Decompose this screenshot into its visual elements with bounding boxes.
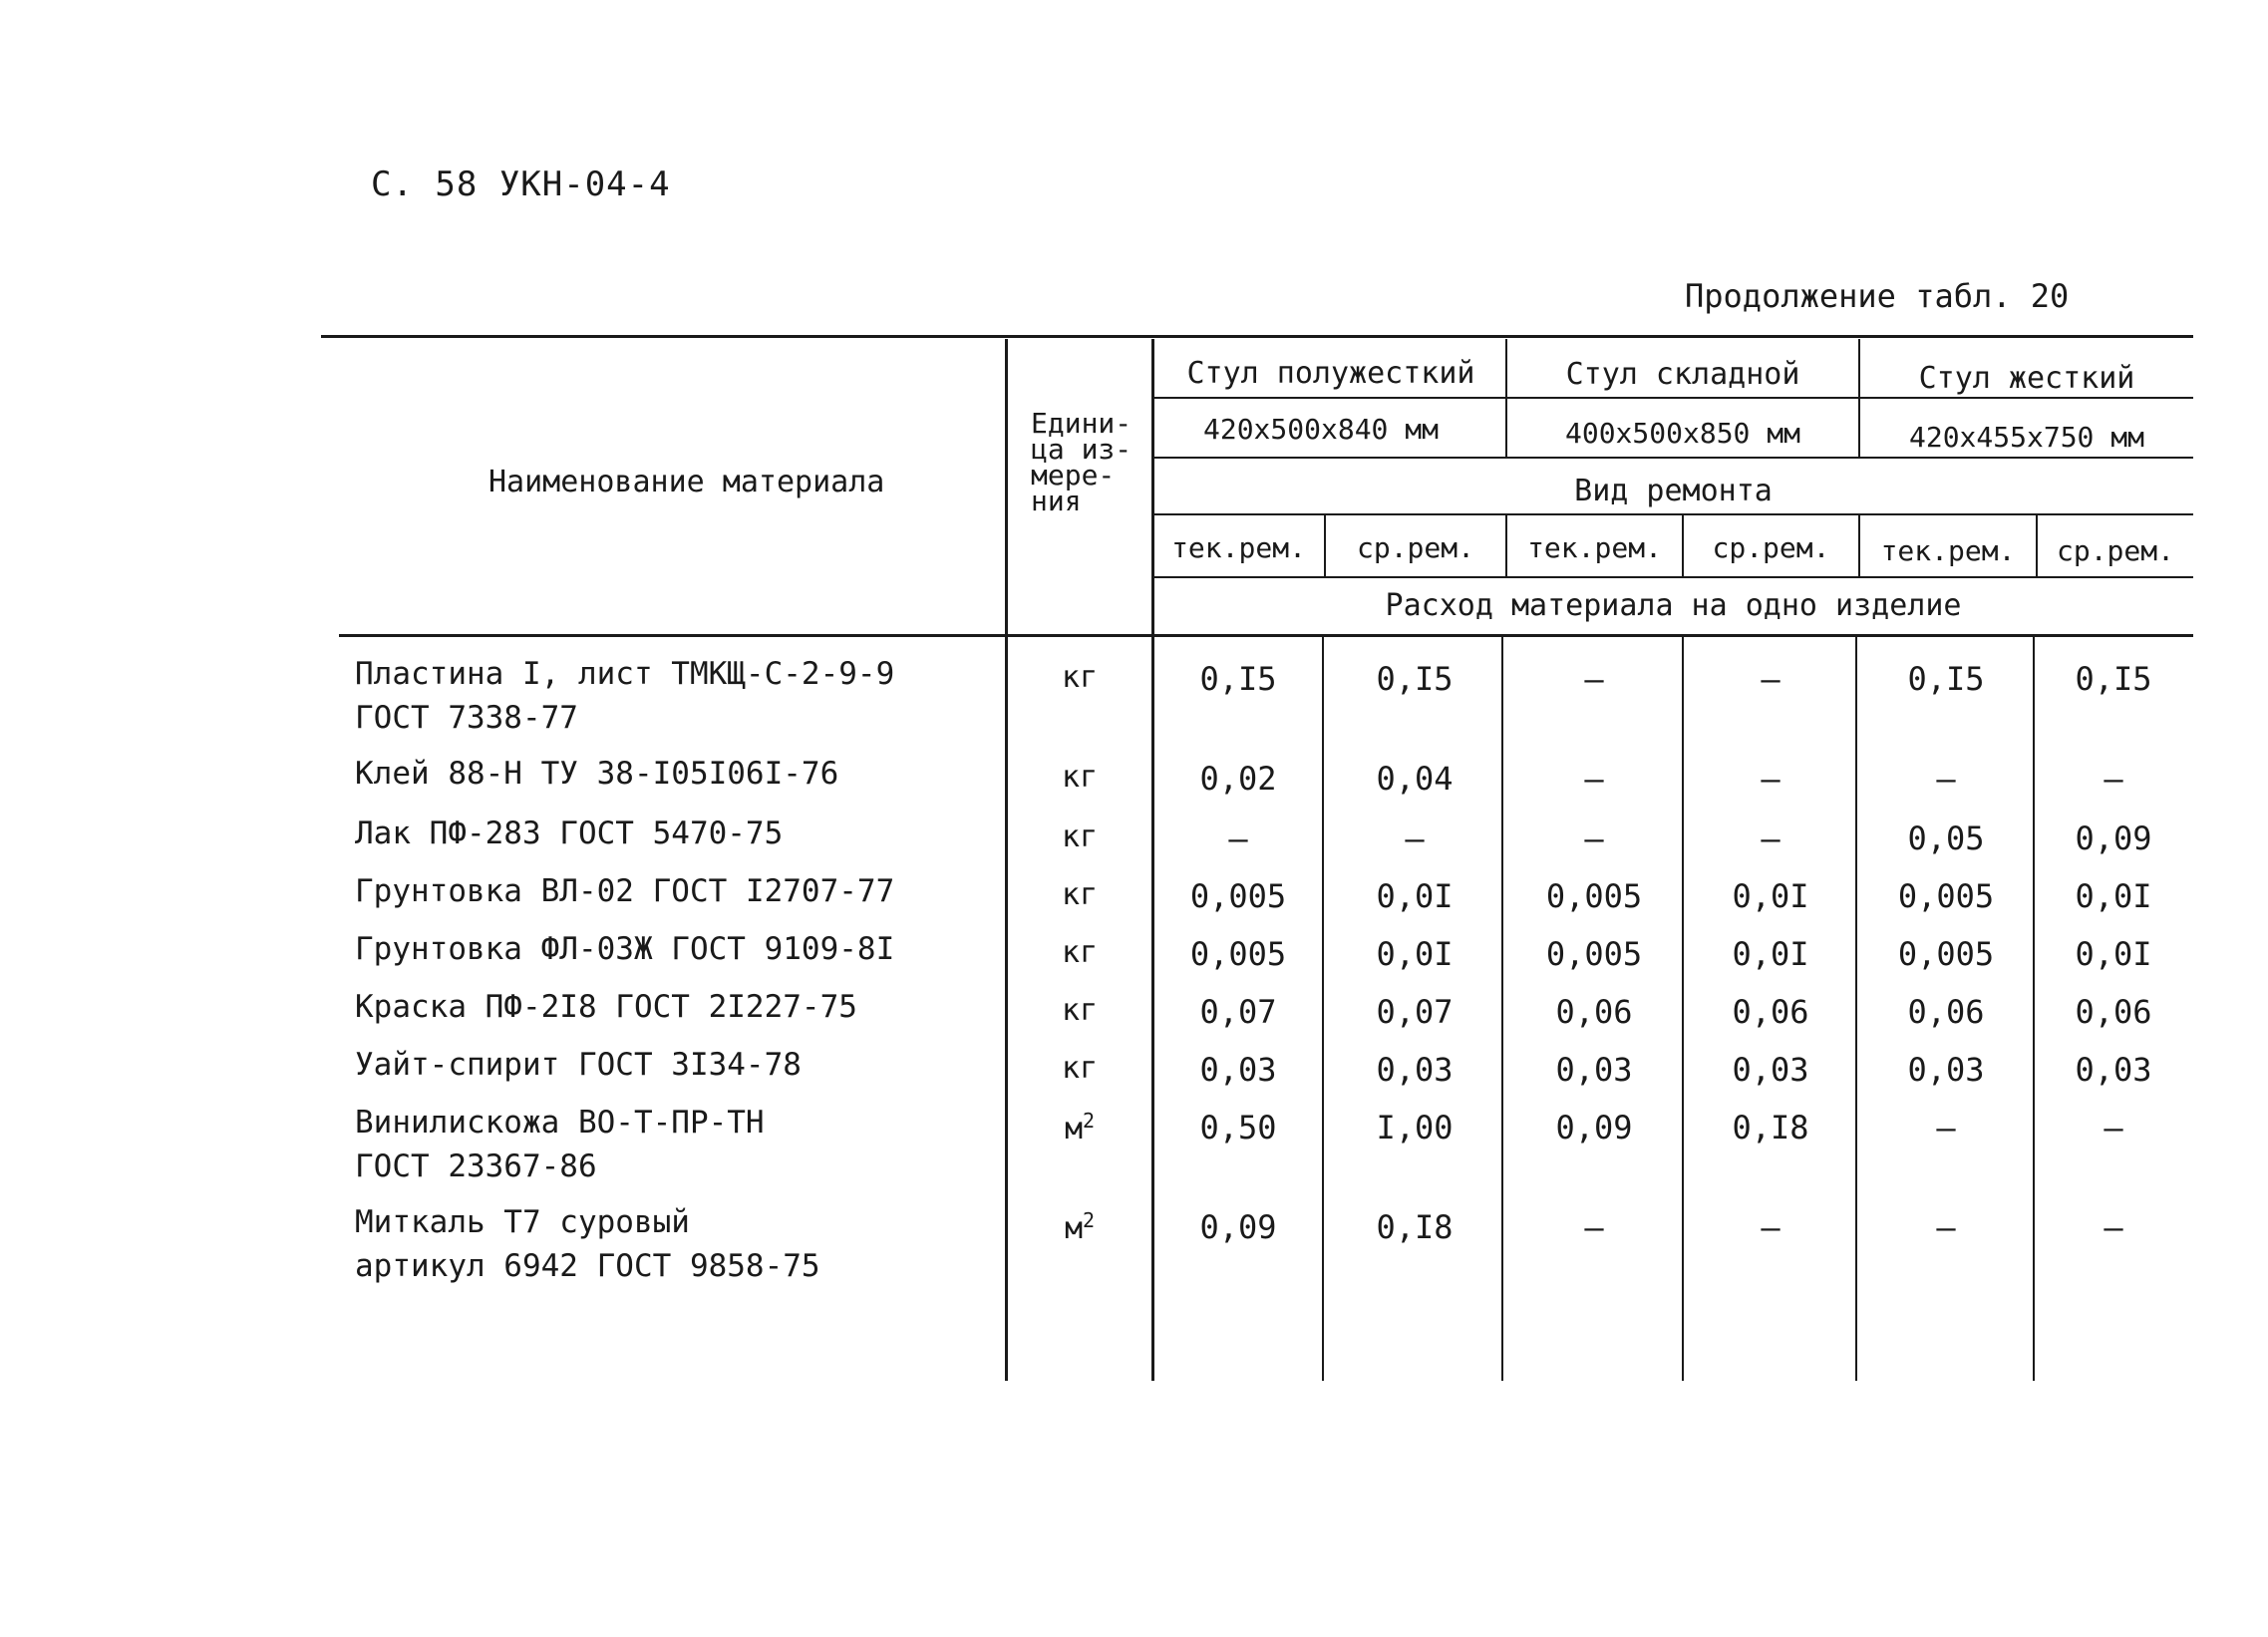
value-cell: – bbox=[1761, 760, 1781, 798]
material-column-header: Наименование материала bbox=[488, 465, 885, 499]
value-cell: 0,05 bbox=[1907, 819, 1985, 857]
value-cell: 0,09 bbox=[1555, 1109, 1633, 1146]
unit-of-measure bbox=[1008, 1208, 1151, 1246]
value-cell: 0,06 bbox=[1732, 993, 1809, 1031]
value-cell: – bbox=[2104, 1208, 2123, 1246]
size-repair-rule bbox=[1153, 457, 2193, 459]
material-name: Уайт-спирит ГОСТ 3I34-78 bbox=[355, 1047, 802, 1083]
value-cell: 0,I5 bbox=[1199, 660, 1277, 698]
unit-label: кг bbox=[1061, 819, 1099, 854]
value-cell: 0,50 bbox=[1199, 1109, 1277, 1146]
repair-col-5: тек.рем. bbox=[1880, 534, 2016, 567]
repair-col-3: тек.рем. bbox=[1527, 531, 1662, 564]
value-cell: 0,03 bbox=[1376, 1051, 1454, 1089]
product-name-1: Стул полужесткий bbox=[1186, 356, 1475, 391]
value-cell: – bbox=[1936, 760, 1956, 798]
unit-exponent: 2 bbox=[1083, 1208, 1096, 1232]
value-cell: – bbox=[1936, 1109, 1956, 1146]
top-rule bbox=[321, 335, 2193, 338]
value-cell: 0,005 bbox=[1897, 935, 1995, 973]
value-cell: 0,03 bbox=[1732, 1051, 1809, 1089]
value-cell: 0,0I bbox=[2075, 877, 2152, 915]
unit-label: м bbox=[1064, 1112, 1083, 1146]
value-cell: 0,03 bbox=[1907, 1051, 1985, 1089]
value-cell: – bbox=[1584, 760, 1604, 798]
value-cell: 0,005 bbox=[1189, 877, 1287, 915]
material-name: Грунтовка ФЛ-03Ж ГОСТ 9109-8I bbox=[355, 931, 895, 967]
unit-of-measure bbox=[1008, 1051, 1151, 1086]
unit-label: кг bbox=[1061, 760, 1099, 795]
product-size-2: 400х500х850 мм bbox=[1564, 417, 1800, 450]
value-cell: – bbox=[1228, 819, 1248, 857]
value-cell: 0,07 bbox=[1376, 993, 1454, 1031]
product-size-rule bbox=[1153, 397, 2193, 399]
header-bottom-rule bbox=[339, 634, 2193, 637]
table-continuation-caption: Продолжение табл. 20 bbox=[1685, 277, 2070, 315]
value-cell: 0,I8 bbox=[1376, 1208, 1454, 1246]
unit-of-measure bbox=[1008, 993, 1151, 1028]
value-cell: 0,I5 bbox=[1907, 660, 1985, 698]
value-cell: 0,07 bbox=[1199, 993, 1277, 1031]
value-cell: 0,I5 bbox=[2075, 660, 2152, 698]
value-cell: 0,I5 bbox=[1376, 660, 1454, 698]
value-cell: 0,0I bbox=[1376, 877, 1454, 915]
value-cell: – bbox=[2104, 1109, 2123, 1146]
unit-label: кг bbox=[1061, 660, 1099, 695]
value-cell: 0,06 bbox=[1907, 993, 1985, 1031]
material-name: Клей 88-Н ТУ 38-I05I06I-76 bbox=[355, 756, 839, 792]
material-name: Пластина I, лист ТМКЩ-С-2-9-9 ГОСТ 7338-77 bbox=[355, 656, 895, 736]
unit-of-measure bbox=[1008, 760, 1151, 795]
value-cell: – bbox=[1584, 819, 1604, 857]
value-cell: 0,I8 bbox=[1732, 1109, 1809, 1146]
body-col-rule-1 bbox=[1322, 636, 1324, 1381]
material-name: Лак ПФ-283 ГОСТ 5470-75 bbox=[355, 816, 784, 851]
body-col-rule-4 bbox=[1855, 636, 1857, 1381]
value-cell: 0,005 bbox=[1545, 877, 1643, 915]
product-name-2: Стул складной bbox=[1565, 357, 1800, 392]
value-cell: – bbox=[1405, 819, 1425, 857]
value-cell: – bbox=[1936, 1208, 1956, 1246]
material-name: Миткаль Т7 суровый артикул 6942 ГОСТ 9858-75 bbox=[355, 1204, 820, 1284]
product-size-3: 420х455х750 мм bbox=[1908, 421, 2144, 454]
material-name: Винилискожа ВО-Т-ПР-ТН ГОСТ 23367-86 bbox=[355, 1105, 765, 1184]
value-cell: 0,02 bbox=[1199, 760, 1277, 798]
unit-of-measure bbox=[1008, 935, 1151, 970]
value-cell: 0,0I bbox=[1376, 935, 1454, 973]
unit-exponent: 2 bbox=[1083, 1109, 1096, 1133]
value-cell: 0,0I bbox=[1732, 877, 1809, 915]
repair-col-2: ср.рем. bbox=[1356, 531, 1474, 564]
value-cell: 0,005 bbox=[1897, 877, 1995, 915]
unit-label: кг bbox=[1061, 935, 1099, 970]
value-cell: – bbox=[1761, 660, 1781, 698]
unit-column-header: Едини- ца из- мере- ния bbox=[1031, 407, 1133, 517]
value-cell: 0,09 bbox=[2075, 819, 2152, 857]
value-cell: – bbox=[1584, 1208, 1604, 1246]
product-name-3: Стул жесткий bbox=[1918, 361, 2135, 396]
material-name: Грунтовка ВЛ-02 ГОСТ I2707-77 bbox=[355, 873, 895, 909]
value-cell: 0,09 bbox=[1199, 1208, 1277, 1246]
product-size-1: 420х500х840 мм bbox=[1202, 413, 1439, 446]
value-cell: – bbox=[1584, 660, 1604, 698]
value-cell: 0,06 bbox=[1555, 993, 1633, 1031]
kind-consumption-rule bbox=[1153, 576, 2193, 578]
value-cell: 0,04 bbox=[1376, 760, 1454, 798]
value-cell: 0,03 bbox=[1199, 1051, 1277, 1089]
unit-of-measure bbox=[1008, 1109, 1151, 1146]
value-cell: I,00 bbox=[1376, 1109, 1454, 1146]
value-cell: – bbox=[1761, 1208, 1781, 1246]
unit-of-measure bbox=[1008, 660, 1151, 695]
repair-type-header: Вид ремонта bbox=[1574, 474, 1773, 508]
body-col-rule-3 bbox=[1682, 636, 1684, 1381]
value-cell: 0,03 bbox=[2075, 1051, 2152, 1089]
value-cell: 0,005 bbox=[1545, 935, 1643, 973]
unit-label: кг bbox=[1061, 993, 1099, 1028]
body-col-rule-2 bbox=[1501, 636, 1503, 1381]
repair-col-4: ср.рем. bbox=[1712, 531, 1830, 564]
unit-of-measure bbox=[1008, 877, 1151, 912]
repair-col-1: тек.рем. bbox=[1171, 531, 1306, 564]
consumption-header: Расход материала на одно изделие bbox=[1385, 588, 1962, 623]
unit-label: м bbox=[1064, 1211, 1083, 1246]
material-name: Краска ПФ-2I8 ГОСТ 2I227-75 bbox=[355, 989, 857, 1025]
value-cell: – bbox=[1761, 819, 1781, 857]
value-cell: 0,06 bbox=[2075, 993, 2152, 1031]
repair-col-6: ср.рем. bbox=[2056, 534, 2174, 567]
page-reference: С. 58 УКН-04-4 bbox=[371, 164, 671, 204]
value-cell: – bbox=[2104, 760, 2123, 798]
value-cell: 0,03 bbox=[1555, 1051, 1633, 1089]
unit-label: кг bbox=[1061, 1051, 1099, 1086]
value-cell: 0,005 bbox=[1189, 935, 1287, 973]
value-cell: 0,0I bbox=[1732, 935, 1809, 973]
unit-label: кг bbox=[1061, 877, 1099, 912]
value-cell: 0,0I bbox=[2075, 935, 2152, 973]
unit-of-measure bbox=[1008, 819, 1151, 854]
